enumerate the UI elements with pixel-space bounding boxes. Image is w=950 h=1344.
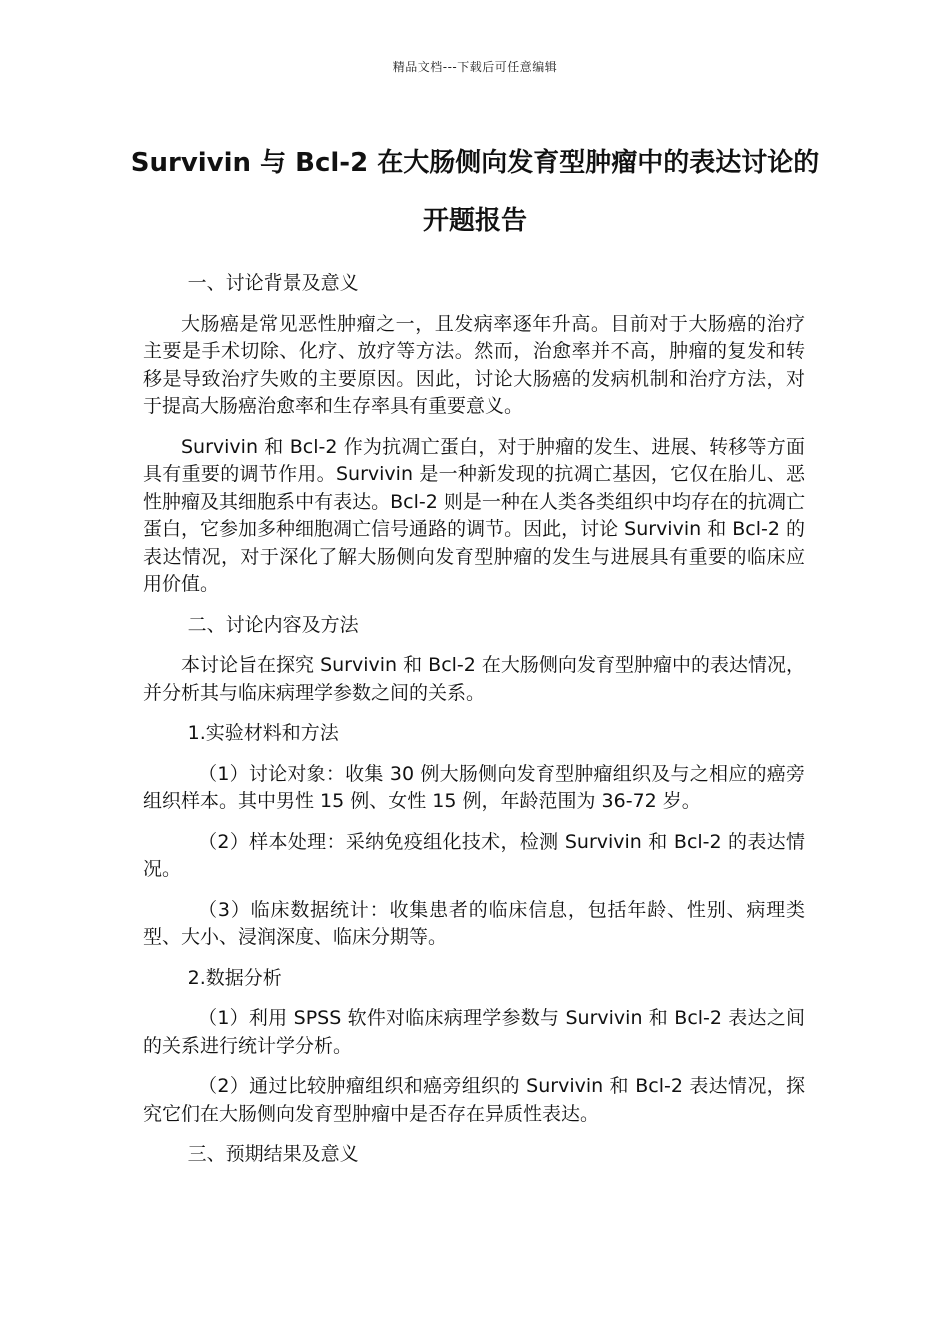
subheading-data-analysis: 2.数据分析: [187, 966, 282, 989]
subheading-materials: 1.实验材料和方法: [187, 722, 339, 744]
paragraph-background-2: Survivin 和 Bcl-2 作为抗凋亡蛋白，对于肿瘤的发生、进展、转移等方面具有重要的调节作用。Survivin 是一种新发现的抗凋亡基因，它仅在胎儿、恶性肿瘤及其细胞系中有表达。Bcl-2 则是一种在人类各类组织中均存在的抗凋亡蛋白，它参加多种细胞凋亡信号通路的调节。因此，讨论 Survivin 和 Bcl-2 的表达情况，对于深化了解大肠侧向发育型肿瘤的发生与进展具有重要的临床应用价值。: [143, 435, 805, 595]
list-item-clinical-data: （3）临床数据统计：收集患者的临床信息，包括年龄、性别、病理类型、大小、浸润深度、临床分期等。: [143, 898, 805, 948]
list-item-sample-processing: （2）样本处理：采纳免疫组化技术，检测 Survivin 和 Bcl-2 的表达情况。: [143, 830, 805, 880]
list-item-subjects: （1）讨论对象：收集 30 例大肠侧向发育型肿瘤组织及与之相应的癌旁组织样本。其中男性 15 例、女性 15 例，年龄范围为 36-72 岁。: [143, 762, 805, 812]
document-body: [143, 270, 805, 1182]
paragraph-background-1: 大肠癌是常见恶性肿瘤之一，且发病率逐年升高。目前对于大肠癌的治疗主要是手术切除、化疗、放疗等方法。然而，治愈率并不高，肿瘤的复发和转移是导致治疗失败的主要原因。因此，讨论大肠癌的发病机制和治疗方法，对于提高大肠癌治愈率和生存率具有重要意义。: [143, 312, 805, 417]
section-heading-expected-results: 三、预期结果及意义: [187, 1143, 359, 1165]
header-note: 精品文档---下载后可任意编辑: [392, 60, 558, 74]
document-title: Survivin 与 Bcl-2 在大肠侧向发育型肿瘤中的表达讨论的开题报告: [130, 148, 820, 236]
section-heading-background: 一、讨论背景及意义: [187, 272, 359, 294]
section-heading-methods: 二、讨论内容及方法: [187, 613, 359, 636]
paragraph-methods-intro: 本讨论旨在探究 Survivin 和 Bcl-2 在大肠侧向发育型肿瘤中的表达情况，并分析其与临床病理学参数之间的关系。: [143, 654, 805, 704]
list-item-comparison: （2）通过比较肿瘤组织和癌旁组织的 Survivin 和 Bcl-2 表达情况，探究它们在大肠侧向发育型肿瘤中是否存在异质性表达。: [143, 1075, 805, 1125]
list-item-spss-analysis: （1）利用 SPSS 软件对临床病理学参数与 Survivin 和 Bcl-2 表达之间的关系进行统计学分析。: [143, 1007, 805, 1057]
